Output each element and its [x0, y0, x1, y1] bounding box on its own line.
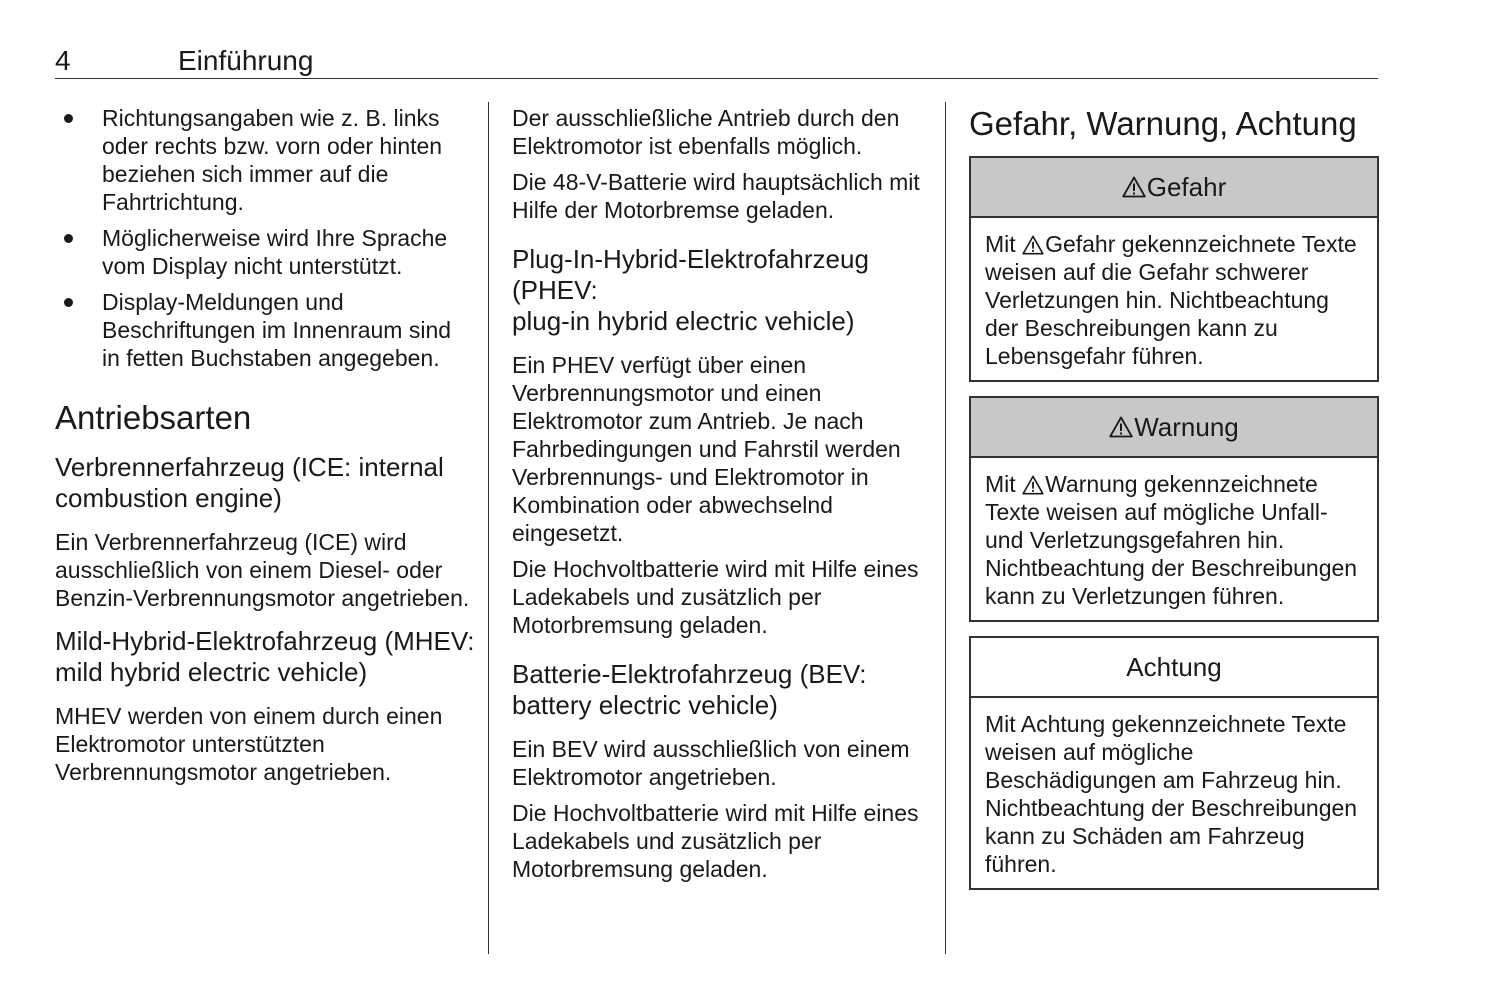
warning-box-text: [971, 458, 1377, 620]
section-heading: Gefahr, Warnung, Achtung: [969, 105, 1357, 142]
paragraph: Ein PHEV verfügt über einen Verbrennungsmotor und einen Elektromotor zum Antrieb. Je nach Fahrbedingungen und Fahrstil werden Verbrennungs- und Elektromotor in Kombination oder abwechselnd eingesetzt.: [512, 352, 901, 546]
danger-box-text: [971, 218, 1377, 380]
text-fragment: gekennzeichnete Texte weisen auf die Gefahr schwerer Verletzungen hin. Nichtbeachtung der Beschreibungen kann zu Lebensgefahr führen.: [985, 231, 1357, 369]
danger-box-title: Gefahr: [1146, 171, 1227, 202]
paragraph: Ein Verbrennerfahrzeug (ICE) wird ausschließlich von einem Diesel- oder Benzin-Verbrennungsmotor angetrieben.: [55, 529, 470, 611]
bullet-icon: [64, 114, 73, 123]
section-heading: Antriebsarten: [55, 399, 252, 436]
heading-line: Mild-Hybrid-Elektrofahrzeug (MHEV:: [55, 626, 475, 656]
subsection-heading: [55, 626, 475, 688]
column-divider: [488, 102, 489, 954]
heading-line: plug-in hybrid electric vehicle): [512, 306, 855, 336]
list-item-text: Buchstaben angegeben.: [183, 345, 440, 371]
list-item-text: Richtungsangaben wie z. B. links oder rechts bzw. vorn oder hinten beziehen sich immer auf die Fahrtrichtung.: [102, 105, 443, 215]
warning-triangle-icon: [1122, 176, 1146, 198]
paragraph: Die 48-V-Batterie wird hauptsächlich mit Hilfe der Motorbremse geladen.: [512, 169, 920, 223]
bullet-list: [55, 104, 475, 372]
column-2: [512, 104, 930, 883]
paragraph: Der ausschließliche Antrieb durch den Elektromotor ist ebenfalls möglich.: [512, 105, 900, 159]
column-3: [969, 104, 1379, 890]
heading-line: mild hybrid electric vehicle): [55, 657, 368, 687]
column-1: [55, 104, 475, 786]
keyword: Gefahr: [1045, 231, 1116, 257]
warning-box-title: Warnung: [1134, 411, 1239, 442]
text-fragment: Mit: [985, 711, 1021, 737]
text-fragment: Mit: [985, 231, 1023, 257]
page-title: Einführung: [178, 45, 314, 76]
paragraph: Ein BEV wird ausschließlich von einem Elektromotor angetrieben.: [512, 736, 910, 790]
paragraph: Die Hochvoltbatterie wird mit Hilfe eines Ladekabels und zusätzlich per Motorbremsung geladen.: [512, 800, 919, 882]
warning-box-header: [971, 398, 1377, 458]
text-fragment: Mit: [985, 471, 1023, 497]
list-item: [55, 288, 475, 372]
list-item: [55, 104, 475, 216]
list-item-text: Display-Meldungen und Beschriftungen im Innenraum sind in: [102, 289, 452, 371]
warning-triangle-icon: [1109, 416, 1133, 438]
keyword: Achtung: [1020, 711, 1106, 737]
keyword: Warnung: [1045, 471, 1138, 497]
column-divider: [945, 102, 946, 954]
page-header: [55, 44, 1378, 79]
subsection-heading: Verbrennerfahrzeug (ICE: internal combustion engine): [55, 452, 444, 513]
text-fragment: gekennzeichnete Texte weisen auf mögliche Unfall- und Verletzungsgefahren hin. Nichtbeachtung der Beschreibungen kann zu Verletzungen führen.: [985, 471, 1358, 609]
danger-box-header: [971, 158, 1377, 218]
caution-box: [969, 636, 1379, 890]
subsection-heading: Batterie-Elektrofahrzeug (BEV: battery electric vehicle): [512, 659, 867, 720]
heading-line: Plug-In-Hybrid-Elektrofahrzeug (PHEV:: [512, 244, 869, 305]
paragraph: Die Hochvoltbatterie wird mit Hilfe eines Ladekabels und zusätzlich per Motorbremsung geladen.: [512, 556, 919, 638]
paragraph: MHEV werden von einem durch einen Elektromotor unterstützten Verbrennungsmotor angetrieben.: [55, 703, 443, 785]
bold-word: fetten: [126, 345, 184, 371]
bullet-icon: [64, 298, 73, 307]
caution-box-header: [971, 638, 1377, 698]
page-number: 4: [55, 45, 71, 76]
warning-triangle-icon: [1022, 475, 1044, 495]
warning-box: [969, 396, 1379, 622]
caution-box-text: [971, 698, 1377, 888]
danger-box: [969, 156, 1379, 382]
warning-triangle-icon: [1022, 235, 1044, 255]
bullet-icon: [64, 234, 73, 243]
caution-box-title: Achtung: [1126, 651, 1222, 682]
list-item-text: Möglicherweise wird Ihre Sprache vom Display nicht unterstützt.: [102, 225, 448, 279]
list-item: [55, 224, 475, 280]
text-fragment: gekennzeichnete Texte weisen auf mögliche Beschädigungen am Fahrzeug hin. Nichtbeachtung der Beschreibungen kann zu Schäden am Fahrzeug führen.: [985, 711, 1358, 877]
subsection-heading: [512, 244, 930, 337]
